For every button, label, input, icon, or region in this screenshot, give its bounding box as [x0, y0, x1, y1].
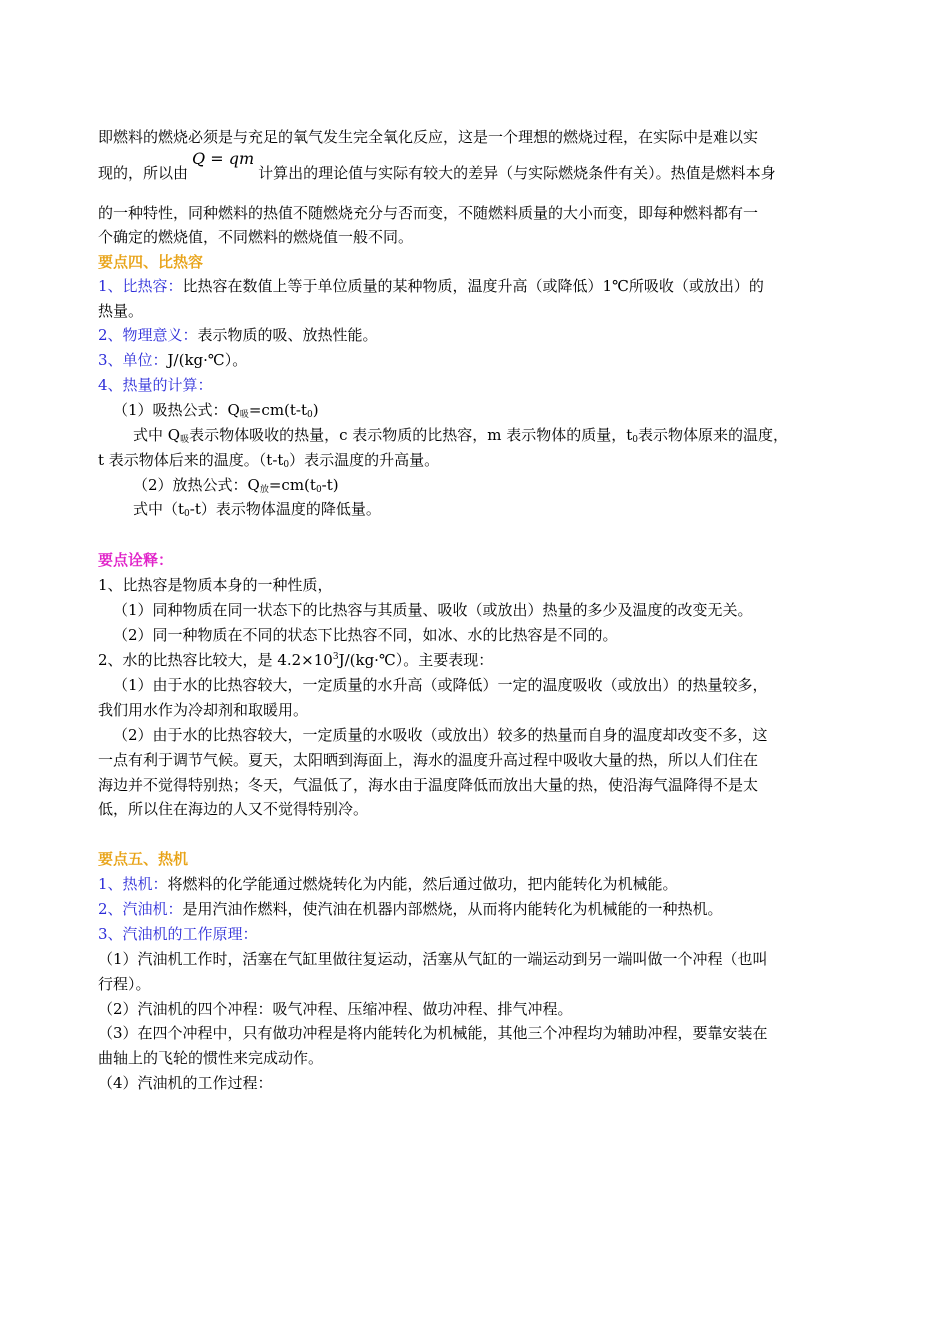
intro-line-1: 即燃料的燃烧必须是与充足的氧气发生完全氧化反应，这是一个理想的燃烧过程，在实际中是难以实 — [98, 128, 759, 146]
section5-item3: 3、汽油机的工作原理： — [98, 925, 258, 943]
note-1-1: （1）同种物质在同一状态下的比热容与其质量、吸收（或放出）热量的多少及温度的改变无关。 — [113, 601, 753, 619]
absorb-desc-line-1: 式中 $Q_吸$表示物体吸收的热量，c 表示物质的比热容，m 表示物体的质量，$t_0$表示物体原来的温度， — [133, 426, 789, 445]
absorb-formula: （1）吸热公式：$Q_吸=cm(t-t_0)$ — [113, 401, 319, 420]
section4-item3: 3、单位：J/(kg·℃）。 — [98, 351, 248, 369]
release-formula: （2）放热公式：$Q_放=cm(t_0-t)$ — [133, 476, 339, 495]
section4-item1-cont: 热量。 — [98, 302, 144, 320]
note-2-2-line-3: 海边并不觉得特别热；冬天，气温低了，海水由于温度降低而放出大量的热，使沿海气温降得不是太 — [98, 776, 759, 794]
note-2: 2、水的比热容比较大，是 $4.2\times 10^3J/(kg\cdot℃)$。主要表现： — [98, 651, 494, 669]
note-2-1-line-1: （1）由于水的比热容较大，一定质量的水升高（或降低）一定的温度吸收（或放出）的热量较多， — [113, 676, 768, 694]
principle-4: （4）汽油机的工作过程： — [98, 1074, 273, 1092]
section5-heading: 要点五、热机 — [98, 850, 189, 868]
absorb-desc-line-2: t 表示物体后来的温度。$(t-t_0)$表示温度的升高量。 — [98, 451, 440, 470]
principle-3-line-2: 曲轴上的飞轮的惯性来完成动作。 — [98, 1049, 324, 1067]
release-desc: 式中$(t_0-t)$表示物体温度的降低量。 — [133, 500, 381, 519]
note-1-2: （2）同一种物质在不同的状态下比热容不同，如冰、水的比热容是不同的。 — [113, 626, 618, 644]
note-1: 1、比热容是物质本身的一种性质， — [98, 576, 333, 594]
formula-q-qm: Q = qm — [192, 149, 255, 168]
section5-item1: 1、热机：将燃料的化学能通过燃烧转化为内能，然后通过做功，把内能转化为机械能。 — [98, 875, 678, 893]
section4-item2: 2、物理意义：表示物质的吸、放热性能。 — [98, 326, 378, 344]
notes-heading: 要点诠释： — [98, 551, 174, 569]
note-2-2-line-2: 一点有利于调节气候。夏天，太阳晒到海面上，海水的温度升高过程中吸收大量的热，所以人们住在 — [98, 751, 759, 769]
intro-line-3: 的一种特性，同种燃料的热值不随燃烧充分与否而变，不随燃料质量的大小而变，即每种燃料都有一 — [98, 204, 759, 222]
principle-1-line-1: （1）汽油机工作时，活塞在气缸里做往复运动，活塞从气缸的一端运动到另一端叫做一个冲程（也叫 — [98, 950, 768, 968]
section5-item2: 2、汽油机：是用汽油作燃料，使汽油在机器内部燃烧，从而将内能转化为机械能的一种热机。 — [98, 900, 723, 918]
note-2-2-line-1: （2）由于水的比热容较大，一定质量的水吸收（或放出）较多的热量而自身的温度却改变不多，这 — [113, 726, 768, 744]
intro-line-2: 现的，所以由Q = qm计算出的理论值与实际有较大的差异（与实际燃烧条件有关）。热值是燃料本身 — [98, 149, 776, 182]
section4-item4: 4、热量的计算： — [98, 376, 213, 394]
note-2-1-line-2: 我们用水作为冷却剂和取暖用。 — [98, 701, 309, 719]
note-2-2-line-4: 低，所以住在海边的人又不觉得特别冷。 — [98, 800, 369, 818]
section4-heading: 要点四、比热容 — [98, 253, 204, 271]
intro-line-4: 个确定的燃烧值，不同燃料的燃烧值一般不同。 — [98, 228, 414, 246]
principle-2: （2）汽油机的四个冲程：吸气冲程、压缩冲程、做功冲程、排气冲程。 — [98, 1000, 573, 1018]
principle-3-line-1: （3）在四个冲程中，只有做功冲程是将内能转化为机械能，其他三个冲程均为辅助冲程，要靠安装在 — [98, 1024, 768, 1042]
principle-1-line-2: 行程）。 — [98, 975, 151, 993]
section4-item1: 1、比热容：比热容在数值上等于单位质量的某种物质，温度升高（或降低）1℃所吸收（或放出）的 — [98, 277, 764, 295]
